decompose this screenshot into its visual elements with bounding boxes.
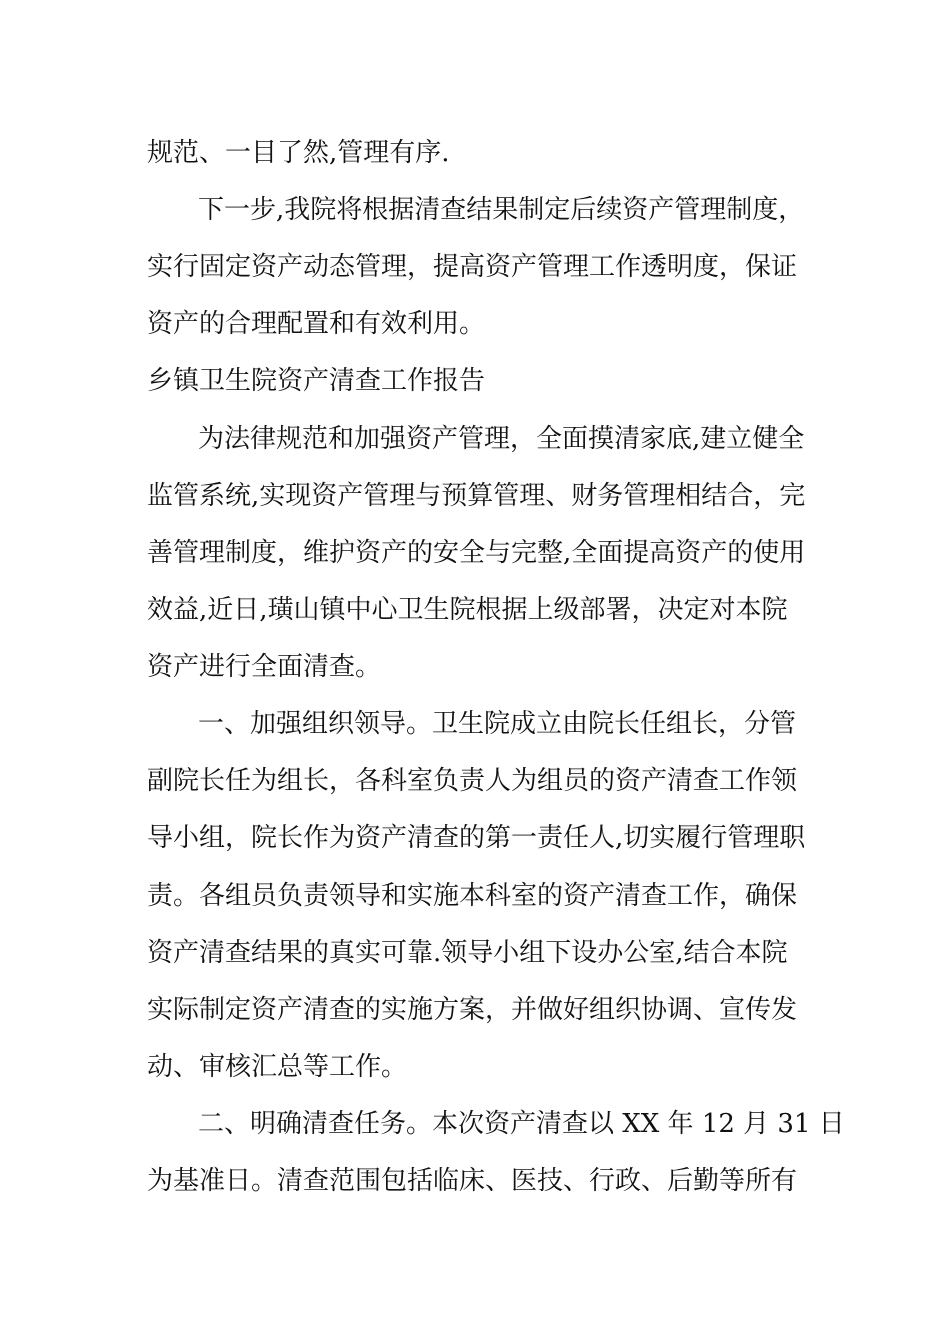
paragraph-line: 为基准日。清查范围包括临床、医技、行政、后勤等所有 <box>147 1166 798 1196</box>
paragraph-line: 导小组，院长作为资产清查的第一责任人,切实履行管理职 <box>147 823 806 853</box>
paragraph-line: 下一步,我院将根据清查结果制定后续资产管理制度， <box>198 195 805 225</box>
paragraph-line: 效益,近日,璜山镇中心卫生院根据上级部署，决定对本院 <box>147 595 788 625</box>
paragraph-line: 规范、一目了然,管理有序. <box>147 138 450 168</box>
paragraph-line: 一、加强组织领导。卫生院成立由院长任组长，分管 <box>198 709 797 739</box>
paragraph-line: 实际制定资产清查的实施方案，并做好组织协调、宣传发 <box>147 995 798 1025</box>
paragraph-line: 副院长任为组长，各科室负责人为组员的资产清查工作领 <box>147 766 798 796</box>
paragraph-line: 责。各组员负责领导和实施本科室的资产清查工作，确保 <box>147 881 798 911</box>
paragraph-line: 动、审核汇总等工作。 <box>147 1052 408 1082</box>
paragraph-line: 实行固定资产动态管理，提高资产管理工作透明度，保证 <box>147 252 798 282</box>
paragraph-line: 资产的合理配置和有效利用。 <box>147 309 486 339</box>
paragraph-line: 资产进行全面清查。 <box>147 652 382 682</box>
paragraph-line: 二、明确清查任务。本次资产清查以 XX 年 12 月 31 日 <box>198 1109 845 1139</box>
section-title: 乡镇卫生院资产清查工作报告 <box>147 366 486 396</box>
paragraph-line: 监管系统,实现资产管理与预算管理、财务管理相结合，完 <box>147 481 806 511</box>
paragraph-line: 善管理制度，维护资产的安全与完整,全面提高资产的使用 <box>147 538 806 568</box>
paragraph-line: 资产清查结果的真实可靠.领导小组下设办公室,结合本院 <box>147 938 788 968</box>
paragraph-line: 为法律规范和加强资产管理，全面摸清家底,建立健全 <box>198 424 805 454</box>
